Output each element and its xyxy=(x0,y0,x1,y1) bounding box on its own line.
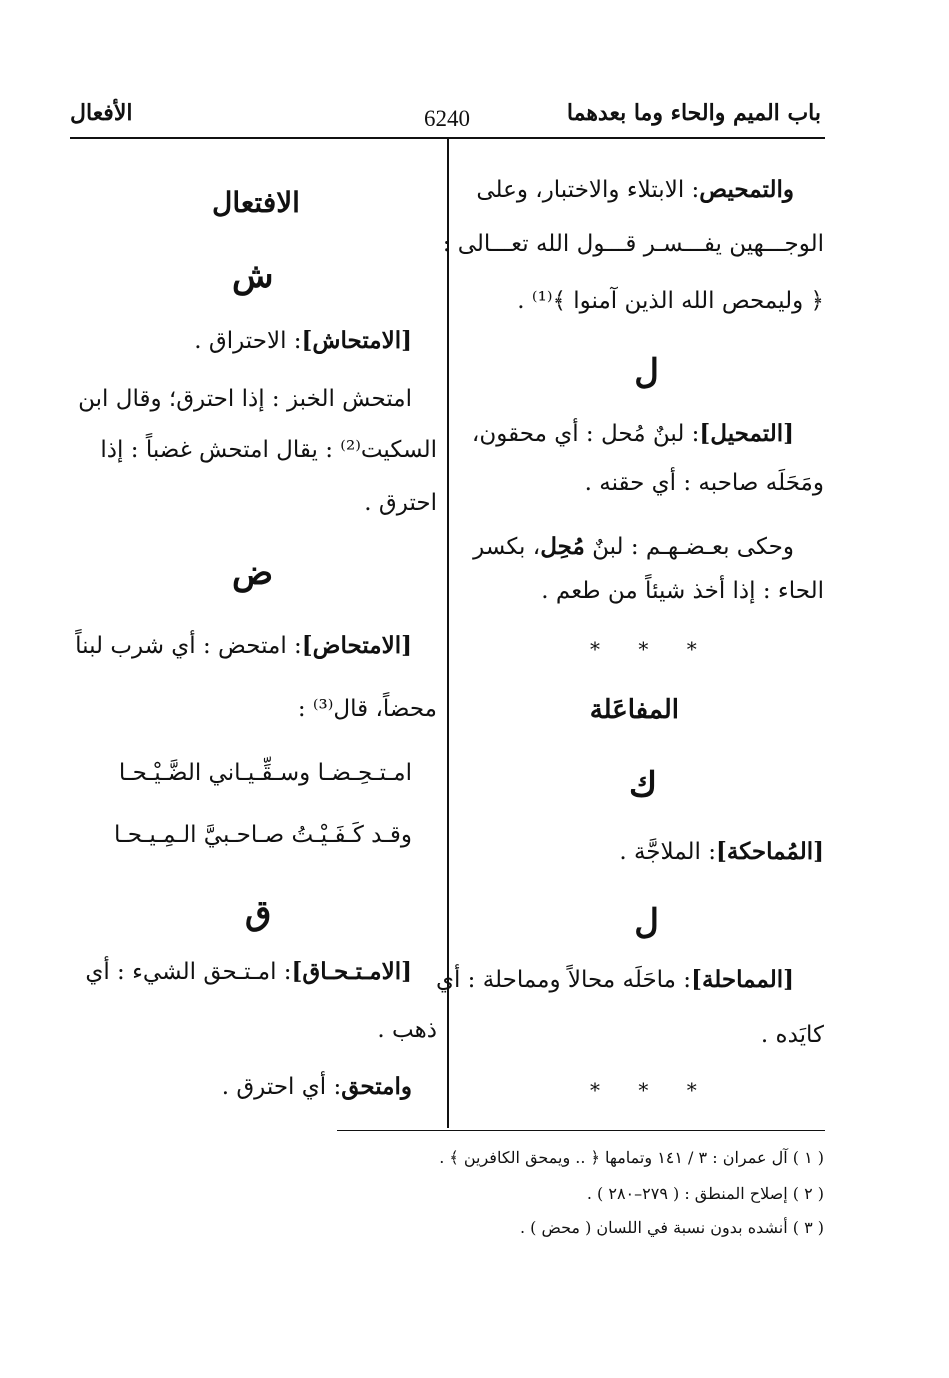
section-separator: * * * xyxy=(590,637,713,661)
page-number: 6240 xyxy=(424,106,470,131)
headword: [المماحلة] xyxy=(691,966,794,993)
text-line: [الامتحاض]: امتحض : أي شرب لبناً xyxy=(75,632,412,659)
text-line: امتحش الخبز : إذا احترق؛ وقال ابن xyxy=(78,386,412,412)
chapter-heading: الافتعال xyxy=(212,186,300,219)
text-line: السكيت⁽²⁾ : يقال امتحش غضباً : إذا xyxy=(100,437,437,463)
headword: [الامتحاض] xyxy=(301,632,412,659)
headword: [المُماحكة] xyxy=(715,838,824,865)
section-separator: * * * xyxy=(590,1078,713,1102)
headword: وامتحق xyxy=(341,1073,412,1100)
running-head-right: باب الميم والحاء وما بعدهما xyxy=(566,100,821,126)
text-line: محضاً، قال⁽³⁾ : xyxy=(297,696,437,722)
section-letter: ق xyxy=(245,893,272,933)
text-line: [المُماحكة]: الملاجَّة . xyxy=(619,838,824,865)
section-letter: ك xyxy=(628,765,657,805)
text-line: وحكى بعـضـهـم : لبنٌ مُحِل، بكسر xyxy=(473,533,794,560)
footnote: ( ١ ) آل عمران : ٣ / ١٤١ وتمامها ﴿ .. ويمحق الكافرين ﴾ . xyxy=(439,1148,824,1167)
text-line: الحاء : إذا أخذ شيئاً من طعم . xyxy=(541,578,824,604)
footnote: ( ٣ ) أنشده بدون نسبة في اللسان ( محض ) . xyxy=(519,1218,824,1237)
footnote: ( ٢ ) إصلاح المنطق : ( ٢٧٩–٢٨٠ ) . xyxy=(586,1184,824,1203)
text-line: وامتحق: أي احترق . xyxy=(221,1073,412,1100)
text-line: ومَحَلَه صاحبه : أي حقنه . xyxy=(584,470,824,496)
footnote-rule xyxy=(337,1130,825,1131)
text-line: ذهب . xyxy=(377,1017,437,1043)
running-head-left: الأفعال xyxy=(70,100,133,126)
text-line: [الامـتـحـاق]: امـتـحق الشيء : أي xyxy=(85,958,412,985)
headword: مُحِل xyxy=(540,533,585,560)
text-line: كايَده . xyxy=(760,1022,824,1048)
headword: [الامتحاش] xyxy=(301,327,412,354)
text-line: الوجـــهين يفـــسـر قـــول الله تعـــالى : xyxy=(442,231,824,257)
verse-line: وقـد كَـفَـيْـتُ صـاحـبيَّ الـمِـيـحـا xyxy=(114,822,412,848)
text-line: والتمحيص: الابتلاء والاختبار، وعلى xyxy=(476,176,794,203)
section-letter: ل xyxy=(634,902,659,942)
text-line: احترق . xyxy=(364,490,437,516)
headword: [الامـتـحـاق] xyxy=(291,958,412,985)
text-line: [الامتحاش]: الاحتراق . xyxy=(194,327,412,354)
quran-citation: ﴿ وليمحص الله الذين آمنوا ﴾⁽¹⁾ . xyxy=(517,288,824,314)
text-line: [المماحلة]: ماحَلَه محالاً ومماحلة : أي xyxy=(435,966,794,993)
headword: [التمحيل] xyxy=(699,420,794,447)
verse-line: امـتـحِـضـا وسـقِّـيـاني الضَّـيْـحـا xyxy=(118,760,412,786)
section-letter: ل xyxy=(634,352,659,392)
section-letter: ض xyxy=(232,553,274,593)
headword: والتمحيص xyxy=(699,176,794,203)
section-letter: ش xyxy=(232,256,274,296)
chapter-heading: المفاعَلة xyxy=(589,695,679,725)
text-line: [التمحيل]: لبنٌ مُحل : أي محقون، xyxy=(471,420,794,447)
